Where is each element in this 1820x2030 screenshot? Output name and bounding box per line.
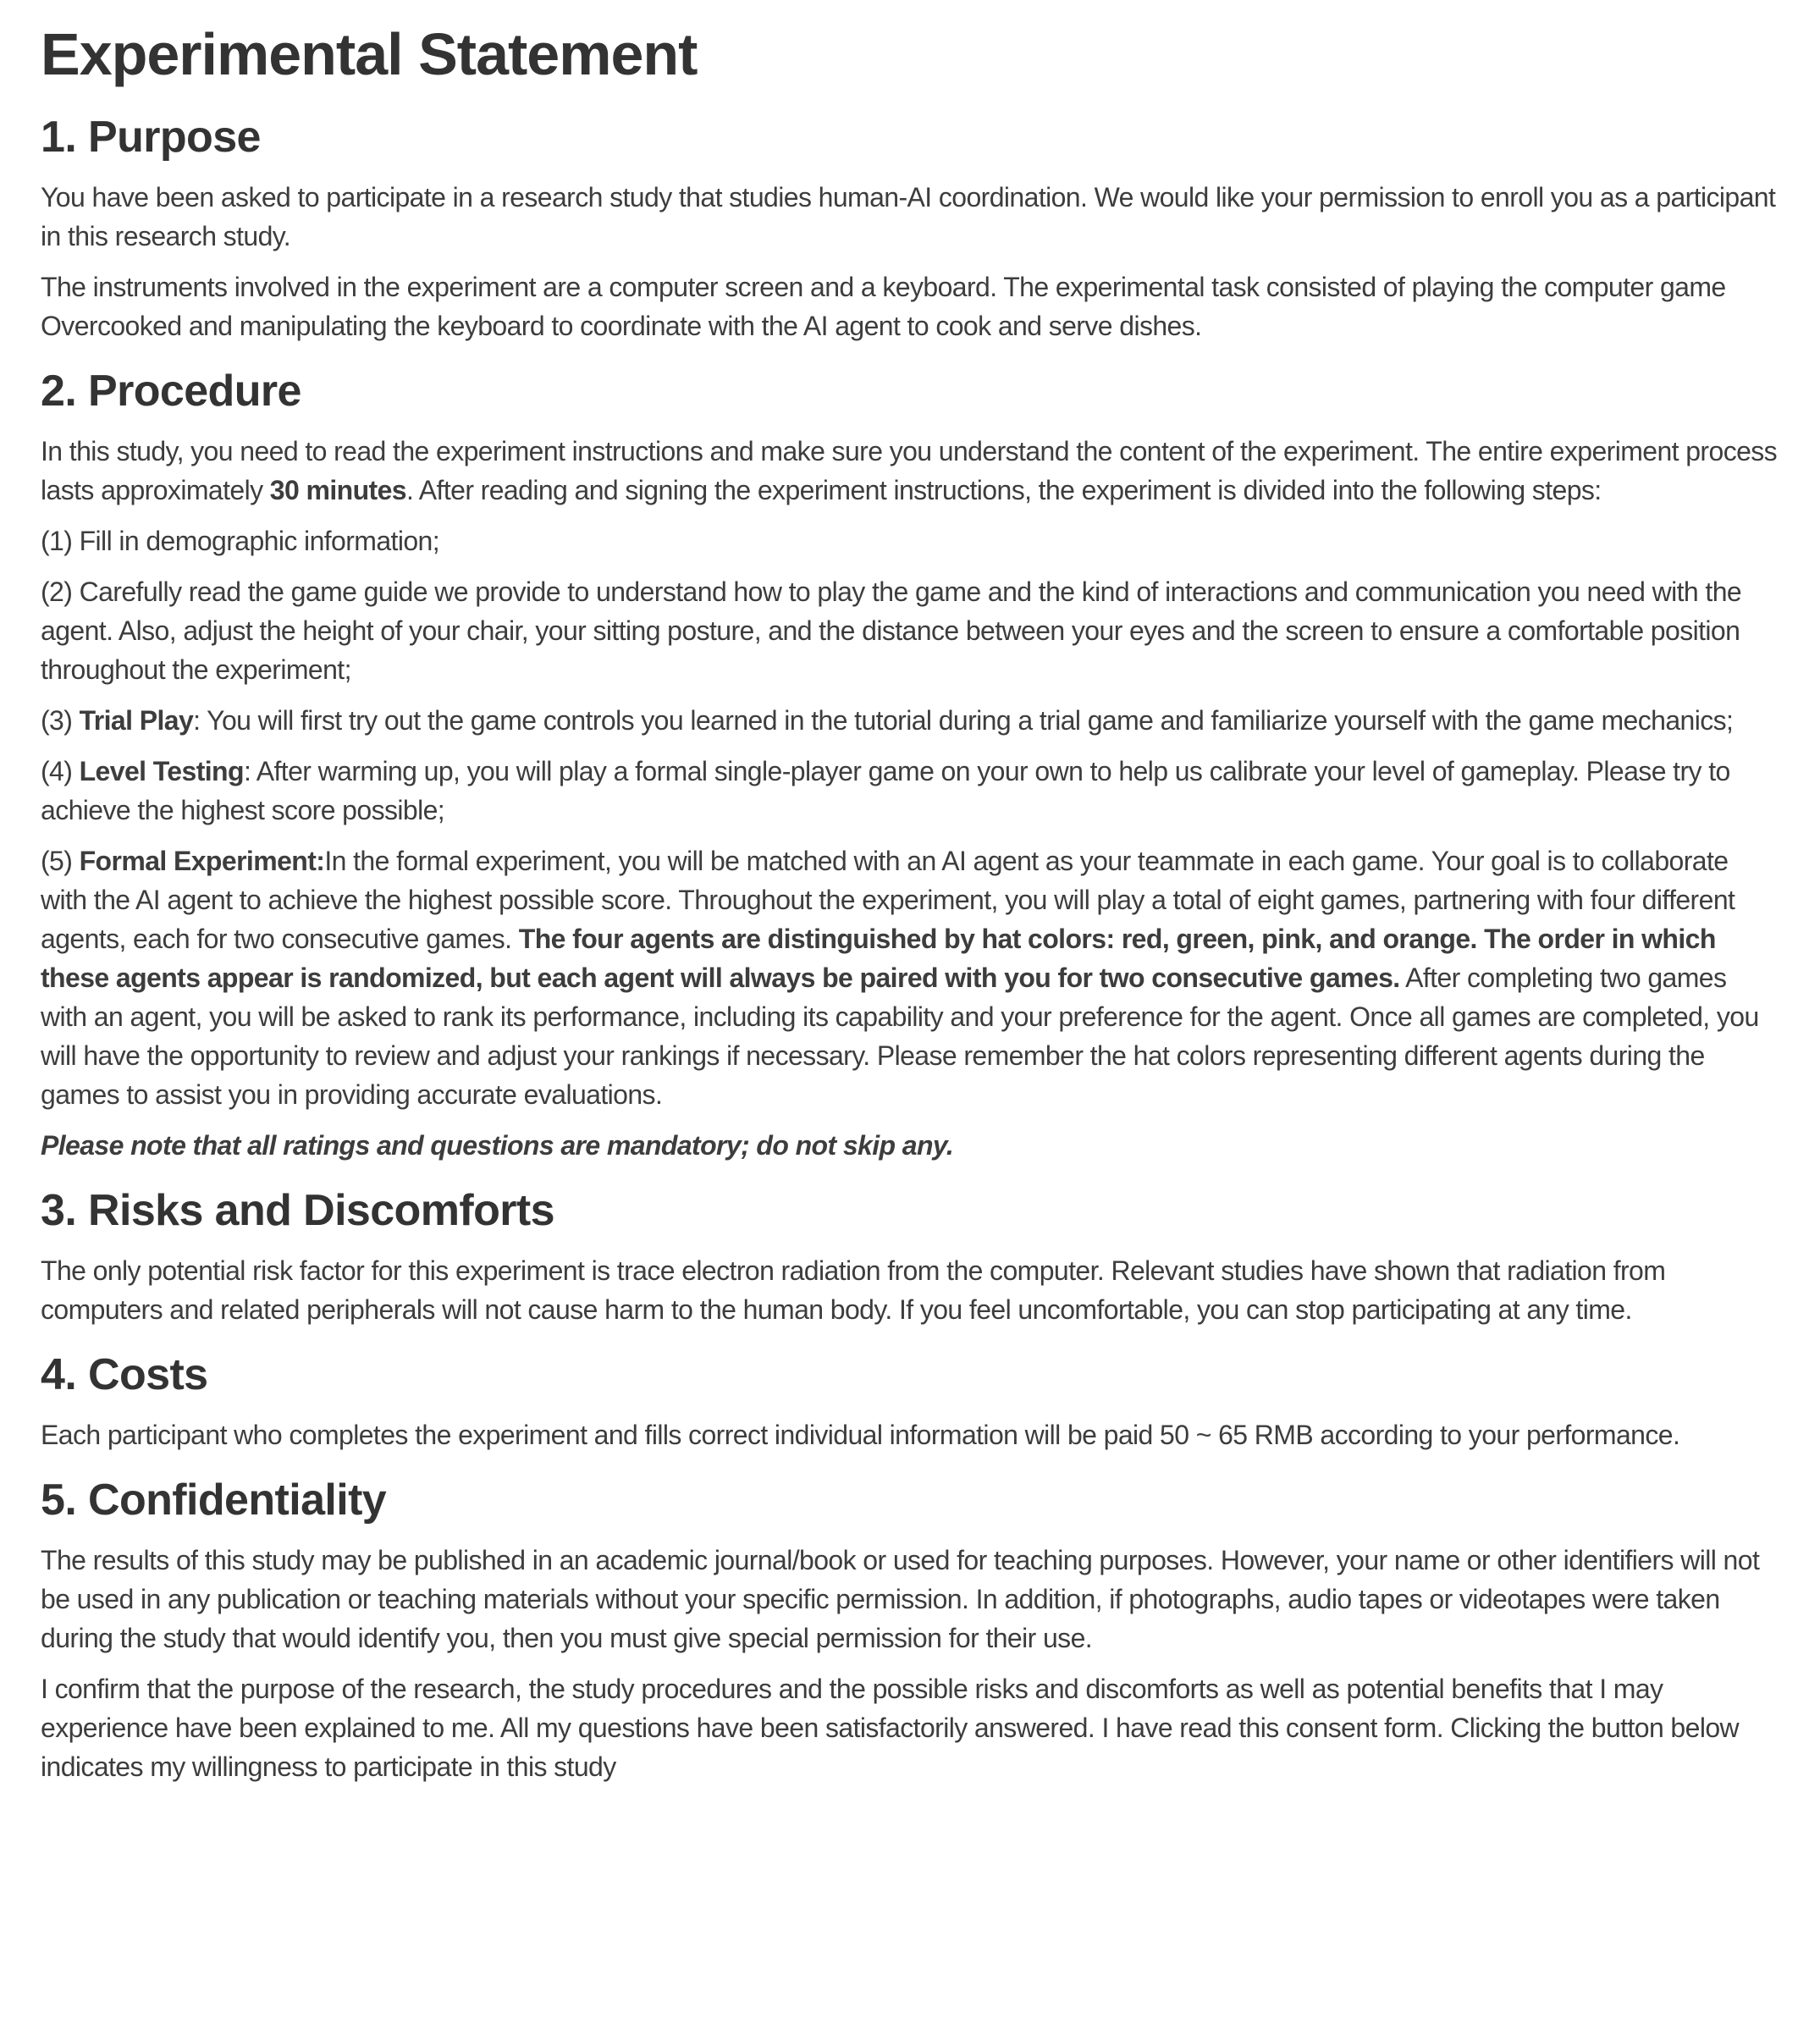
text-run: In the formal experiment, you will be matched with an AI agent as your teammate in each game. Your goal is to collaborate with the AI agent to achieve the highest possible score. Throughout the experiment, you will play a total of eight games, partnering with four different agents, each for two consecutive games.: [41, 846, 1735, 954]
text-run: (1) Fill in demographic information;: [41, 526, 440, 556]
paragraph: [41, 841, 1778, 1114]
paragraph: [41, 521, 1778, 560]
text-run: . After reading and signing the experiment instructions, the experiment is divided into the following steps:: [405, 475, 1602, 505]
section-heading: 4. Costs: [41, 1350, 208, 1399]
paragraph: [41, 701, 1778, 740]
text-run: After completing two games with an agent, you will be asked to rank its performance, including its capability and your preference for the agent. Once all games are completed, you will have the opportunity to review and adjust your rankings if necessary. Please remember the hat colors representing different agents during the games to assist you in providing accurate evaluations.: [41, 963, 1759, 1110]
text-run: In this study, you need to read the experiment instructions and make sure you understand the content of the experiment. The entire experiment process lasts approximately: [41, 436, 1778, 505]
text-run: The results of this study may be published in an academic journal/book or used for teaching purposes. However, your name or other identifiers will not be used in any publication or teaching materials without your specific permission. In addition, if photographs, audio tapes or videotapes were taken during the study that would identify you, then you must give special permission for their use.: [41, 1545, 1760, 1653]
text-run: : After warming up, you will play a formal single-player game on your own to help us calibrate your level of gameplay. Please try to achieve the highest score possible;: [41, 756, 1730, 825]
paragraph: [41, 1126, 1778, 1165]
text-run: The instruments involved in the experiment are a computer screen and a keyboard. The experimental task consisted of playing the computer game Overcooked and manipulating the keyboard to coordinate with the AI agent to cook and serve dishes.: [41, 272, 1726, 341]
paragraph: [41, 1415, 1778, 1454]
text-run: (3): [41, 705, 80, 736]
text-run: (5): [41, 846, 80, 876]
text-run: The only potential risk factor for this experiment is trace electron radiation from the computer. Relevant studies have shown that radiation from computers and related peripherals will not cause harm to the human body. If you feel uncomfortable, you can stop participating at any time.: [41, 1255, 1666, 1325]
section-heading: 5. Confidentiality: [41, 1476, 387, 1525]
text-run: (2) Carefully read the game guide we provide to understand how to play the game and the kind of interactions and communication you need with the agent. Also, adjust the height of your chair, your sitting posture, and the distance between your eyes and the screen to ensure a comfortable position throughout the experiment;: [41, 576, 1742, 685]
paragraph: [41, 1669, 1778, 1786]
text-run: You have been asked to participate in a research study that studies human-AI coordination. We would like your permission to enroll you as a participant in this research study.: [41, 182, 1776, 251]
paragraph: [41, 432, 1778, 510]
paragraph: [41, 178, 1778, 256]
text-run: I confirm that the purpose of the research, the study procedures and the possible risks and discomforts as well as potential benefits that I may experience have been explained to me. All my questions have been satisfactorily answered. I have read this consent form. Clicking the button below indicates my willingness to participate in this study: [41, 1674, 1740, 1782]
section-heading: 1. Purpose: [41, 113, 261, 162]
paragraph: [41, 1251, 1778, 1329]
text-run: : You will first try out the game controls you learned in the tutorial during a trial game and familiarize yourself with the game mechanics;: [193, 705, 1734, 736]
paragraph: [41, 268, 1778, 345]
emphasized-text-run: Formal Experiment:: [79, 846, 325, 876]
emphasized-text-run: Level Testing: [79, 756, 244, 786]
document-sections: [41, 110, 1778, 1786]
section-heading: 3. Risks and Discomforts: [41, 1186, 554, 1235]
document-title: Experimental Statement: [41, 21, 698, 87]
text-run: Each participant who completes the experiment and fills correct individual information will be paid 50 ~ 65 RMB according to your performance.: [41, 1420, 1680, 1450]
paragraph: [41, 1541, 1778, 1658]
text-run: (4): [41, 756, 80, 786]
section-heading: 2. Procedure: [41, 367, 301, 416]
paragraph: [41, 572, 1778, 689]
emphasized-text-run: The four agents are distinguished by hat colors: red, green, pink, and orange. The order in which these agents appear is randomized, but each agent will always be paired with you for two consecutive games.: [41, 924, 1716, 993]
emphasized-text-run: Please note that all ratings and questions are mandatory; do not skip any.: [41, 1130, 954, 1161]
emphasized-text-run: 30 minutes: [269, 475, 406, 505]
paragraph: [41, 752, 1778, 830]
emphasized-text-run: Trial Play: [79, 705, 194, 736]
